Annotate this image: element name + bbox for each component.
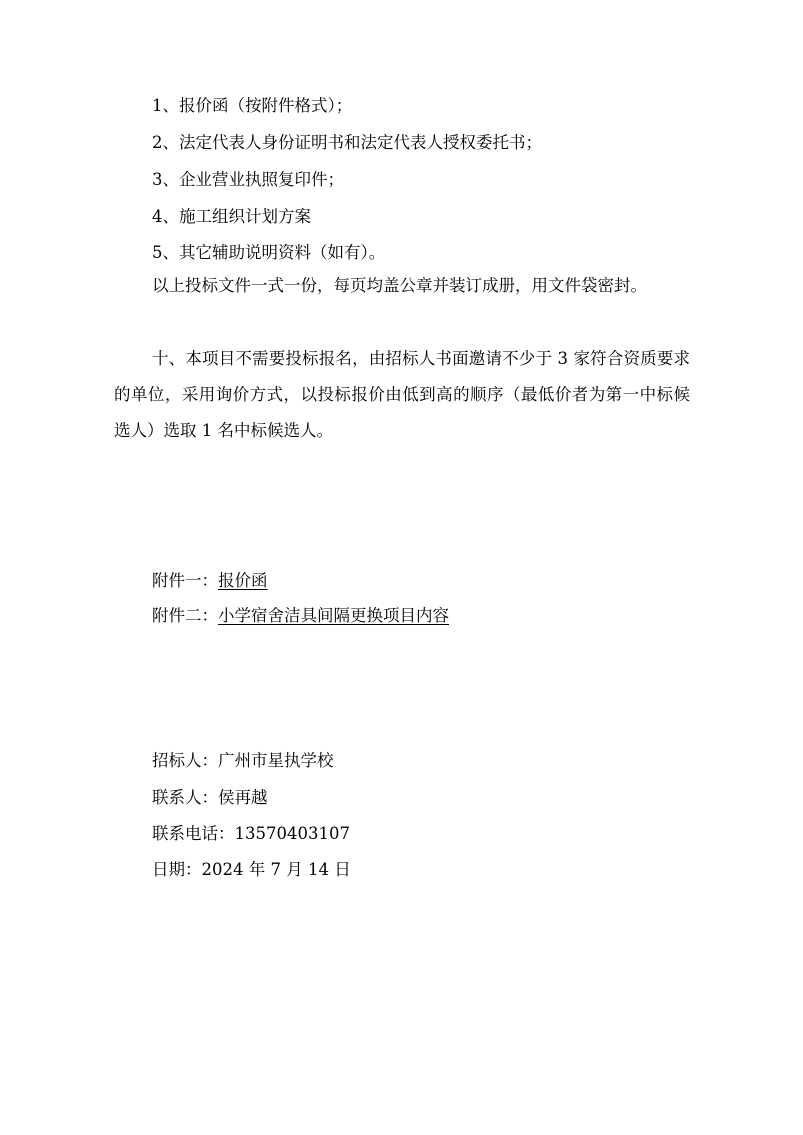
list-item-construction-plan: 4、施工组织计划方案 (152, 207, 311, 226)
list-item-supporting-materials: 5、其它辅助说明资料（如有）。 (152, 243, 386, 262)
phone-line: 联系电话：13570403107 (152, 824, 350, 843)
list-item-legal-representative: 2、法定代表人身份证明书和法定代表人授权委托书； (152, 133, 542, 152)
attachment-two-link[interactable]: 小学宿舍洁具间隔更换项目内容 (218, 606, 449, 625)
item-ten-paragraph: 十、本项目不需要投标报名，由招标人书面邀请不少于 3 家符合资质要求的单位，采用询价方式，以投标报价由低到高的顺序（最低价者为第一中标候选人）选取 1 名中标候选人。 (114, 349, 690, 440)
date-line: 日期：2024 年 7 月 14 日 (152, 860, 351, 879)
list-item-quote-letter: 1、报价函（按附件格式）； (152, 96, 353, 115)
attachment-one-prefix: 附件一： (152, 571, 218, 590)
attachment-two-prefix: 附件二： (152, 606, 218, 625)
attachment-one-link[interactable]: 报价函 (218, 571, 268, 590)
contact-person-line: 联系人：侯再越 (152, 788, 268, 807)
attachment-one (152, 571, 268, 591)
seal-paragraph: 以上投标文件一式一份，每页均盖公章并装订成册，用文件袋密封。 (152, 276, 647, 295)
attachment-two (152, 606, 449, 626)
tenderer-line: 招标人：广州市星执学校 (152, 751, 334, 770)
list-item-business-license: 3、企业营业执照复印件； (152, 170, 344, 189)
